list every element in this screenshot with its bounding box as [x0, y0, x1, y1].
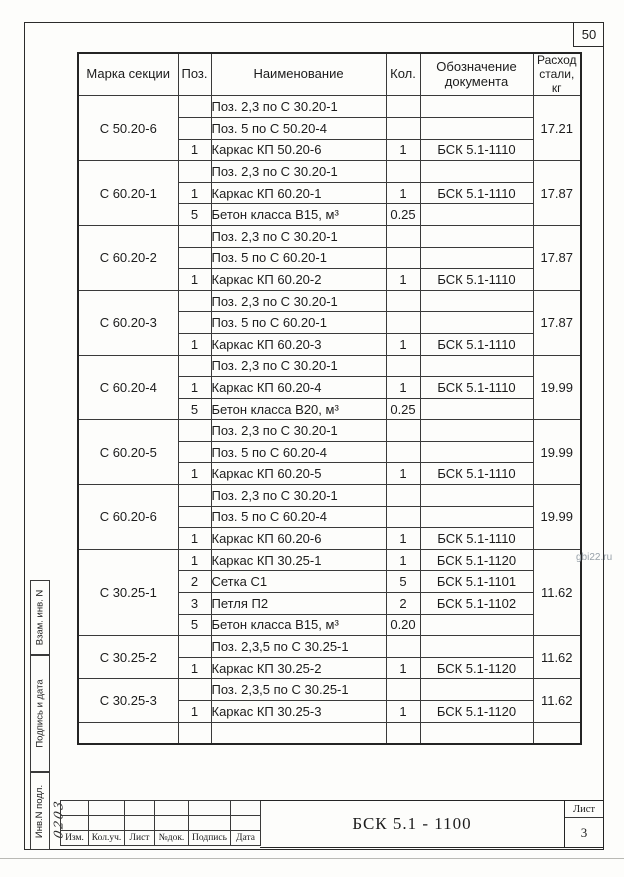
- cell-name: Каркас КП 60.20-3: [211, 333, 386, 355]
- revision-blank-cell: [61, 816, 89, 831]
- revision-blank-cell: [231, 816, 261, 831]
- cell-qty: 2: [386, 593, 420, 615]
- cell-pos: 2: [178, 571, 211, 593]
- cell-pos: [178, 355, 211, 377]
- title-block: [60, 800, 604, 848]
- cell-name: Петля П2: [211, 593, 386, 615]
- cell-qty: 1: [386, 528, 420, 550]
- cell-mark: С 60.20-2: [78, 225, 178, 290]
- cell-doc: [420, 117, 533, 139]
- cell-name: Поз. 5 по С 60.20-4: [211, 441, 386, 463]
- page-number: 50: [581, 26, 597, 42]
- cell-doc: БСК 5.1-1120: [420, 701, 533, 723]
- sidebar-cell-vzam-inv: [30, 580, 50, 655]
- cell-doc: БСК 5.1-1110: [420, 463, 533, 485]
- cell-pos: [178, 247, 211, 269]
- cell-qty: [386, 636, 420, 658]
- col-header-steel: Расход стали, кг: [533, 53, 581, 96]
- cell-doc: БСК 5.1-1110: [420, 182, 533, 204]
- cell-qty: [386, 420, 420, 442]
- cell-qty: 1: [386, 657, 420, 679]
- cell-mark: С 60.20-4: [78, 355, 178, 420]
- cell-mark: С 60.20-3: [78, 290, 178, 355]
- cell-pos: [178, 96, 211, 118]
- cell-pos: [178, 722, 211, 744]
- cell-pos: [178, 312, 211, 334]
- cell-pos: [178, 679, 211, 701]
- cell-pos: [178, 420, 211, 442]
- cell-qty: [386, 312, 420, 334]
- cell-doc: [420, 398, 533, 420]
- cell-qty: 1: [386, 377, 420, 399]
- cell-pos: 1: [178, 139, 211, 161]
- col-header-name: Наименование: [211, 53, 386, 96]
- cell-qty: 1: [386, 333, 420, 355]
- cell-doc: БСК 5.1-1110: [420, 528, 533, 550]
- col-header-qty: Кол.: [386, 53, 420, 96]
- table-row: [78, 549, 581, 571]
- cell-doc: [420, 290, 533, 312]
- sheet-label: Лист: [565, 801, 603, 818]
- cell-pos: 5: [178, 204, 211, 226]
- cell-steel: 19.99: [533, 355, 581, 420]
- col-header-doc: Обозначение документа: [420, 53, 533, 96]
- cell-doc: БСК 5.1-1101: [420, 571, 533, 593]
- sidebar-label-inv-podl: Инв.N подл.: [34, 784, 46, 838]
- cell-qty: 1: [386, 182, 420, 204]
- table-row: [78, 225, 581, 247]
- cell-mark: С 30.25-3: [78, 679, 178, 722]
- cell-qty: 0.25: [386, 204, 420, 226]
- revision-column-label: №док.: [155, 831, 189, 846]
- revision-column-label: Изм.: [61, 831, 89, 846]
- cell-qty: [386, 722, 420, 744]
- cell-doc: [420, 420, 533, 442]
- table-row: [78, 485, 581, 507]
- cell-pos: [178, 485, 211, 507]
- revision-column-label: Кол.уч.: [89, 831, 125, 846]
- cell-pos: 1: [178, 377, 211, 399]
- revision-column-label: Подпись: [189, 831, 231, 846]
- revision-blank-cell: [125, 801, 155, 816]
- cell-pos: [178, 636, 211, 658]
- revision-blank-cell: [189, 816, 231, 831]
- cell-pos: 1: [178, 701, 211, 723]
- cell-name: Каркас КП 30.25-2: [211, 657, 386, 679]
- cell-name: Поз. 2,3 по С 30.20-1: [211, 161, 386, 183]
- cell-doc: БСК 5.1-1120: [420, 657, 533, 679]
- cell-doc: [420, 441, 533, 463]
- cell-steel: 17.87: [533, 161, 581, 226]
- cell-doc: [420, 614, 533, 636]
- cell-doc: [420, 247, 533, 269]
- cell-doc: [420, 96, 533, 118]
- cell-doc: БСК 5.1-1102: [420, 593, 533, 615]
- cell-qty: 1: [386, 549, 420, 571]
- cell-name: Поз. 5 по С 60.20-1: [211, 312, 386, 334]
- cell-qty: [386, 161, 420, 183]
- cell-doc: БСК 5.1-1110: [420, 269, 533, 291]
- cell-name: Поз. 2,3 по С 30.20-1: [211, 420, 386, 442]
- cell-qty: 1: [386, 701, 420, 723]
- revision-blank-cell: [125, 816, 155, 831]
- spec-table: [77, 52, 582, 745]
- cell-pos: [178, 161, 211, 183]
- document-number-cell: [260, 800, 565, 848]
- cell-mark: С 60.20-6: [78, 485, 178, 550]
- cell-name: Поз. 5 по С 60.20-4: [211, 506, 386, 528]
- cell-steel: 19.99: [533, 485, 581, 550]
- cell-name: Каркас КП 30.25-3: [211, 701, 386, 723]
- revision-blank-cell: [61, 801, 89, 816]
- cell-pos: 1: [178, 657, 211, 679]
- col-header-pos: Поз.: [178, 53, 211, 96]
- cell-qty: 1: [386, 139, 420, 161]
- cell-pos: 1: [178, 182, 211, 204]
- cell-pos: [178, 290, 211, 312]
- cell-pos: 5: [178, 398, 211, 420]
- cell-steel: 11.62: [533, 549, 581, 635]
- cell-doc: БСК 5.1-1120: [420, 549, 533, 571]
- cell-qty: 0.20: [386, 614, 420, 636]
- cell-qty: [386, 225, 420, 247]
- revision-blank-cell: [155, 801, 189, 816]
- table-row: [78, 722, 581, 744]
- cell-name: Каркас КП 60.20-5: [211, 463, 386, 485]
- watermark: gbi22.ru: [576, 552, 613, 563]
- cell-qty: 1: [386, 463, 420, 485]
- revision-labels-row: [61, 831, 261, 846]
- cell-qty: [386, 117, 420, 139]
- cell-name: Сетка С1: [211, 571, 386, 593]
- table-row: [78, 161, 581, 183]
- cell-doc: [420, 679, 533, 701]
- cell-mark: С 60.20-1: [78, 161, 178, 226]
- cell-qty: [386, 247, 420, 269]
- sheet-box: [565, 800, 604, 848]
- cell-name: Каркас КП 60.20-4: [211, 377, 386, 399]
- cell-doc: БСК 5.1-1110: [420, 377, 533, 399]
- cell-doc: [420, 355, 533, 377]
- table-row: [78, 290, 581, 312]
- sheet-edge-line: [0, 858, 624, 859]
- page-number-box: [573, 22, 604, 47]
- cell-qty: [386, 679, 420, 701]
- cell-name: Бетон класса В15, м³: [211, 614, 386, 636]
- cell-name: Каркас КП 50.20-6: [211, 139, 386, 161]
- cell-qty: [386, 96, 420, 118]
- cell-mark: С 50.20-6: [78, 96, 178, 161]
- sidebar-label-vzam-inv: Взам. инв. N: [34, 589, 46, 646]
- revision-column-label: Лист: [125, 831, 155, 846]
- cell-steel: [533, 722, 581, 744]
- cell-mark: [78, 722, 178, 744]
- table-row: [78, 679, 581, 701]
- cell-pos: 1: [178, 549, 211, 571]
- cell-qty: 5: [386, 571, 420, 593]
- sidebar-cell-podpis-data: [30, 655, 50, 772]
- revision-blank-row: [61, 801, 261, 816]
- cell-qty: [386, 290, 420, 312]
- cell-steel: 11.62: [533, 636, 581, 679]
- table-header-row: [78, 53, 581, 96]
- cell-pos: 1: [178, 269, 211, 291]
- cell-mark: С 30.25-1: [78, 549, 178, 635]
- cell-name: Каркас КП 60.20-2: [211, 269, 386, 291]
- cell-name: Бетон класса В15, м³: [211, 204, 386, 226]
- cell-pos: [178, 441, 211, 463]
- revision-blank-cell: [189, 801, 231, 816]
- cell-name: Поз. 5 по С 50.20-4: [211, 117, 386, 139]
- cell-qty: [386, 485, 420, 507]
- cell-pos: [178, 506, 211, 528]
- cell-name: Поз. 2,3 по С 30.20-1: [211, 290, 386, 312]
- cell-pos: 1: [178, 333, 211, 355]
- cell-doc: [420, 312, 533, 334]
- cell-steel: 17.87: [533, 290, 581, 355]
- cell-steel: 19.99: [533, 420, 581, 485]
- cell-steel: 17.21: [533, 96, 581, 161]
- cell-doc: [420, 225, 533, 247]
- cell-name: Поз. 2,3 по С 30.20-1: [211, 96, 386, 118]
- cell-name: Бетон класса В20, м³: [211, 398, 386, 420]
- revision-blank-cell: [231, 801, 261, 816]
- cell-doc: [420, 722, 533, 744]
- handwritten-inventory-number: 0203: [51, 798, 66, 840]
- table-row: [78, 420, 581, 442]
- spec-table-body: [78, 96, 581, 744]
- col-header-mark: Марка секции: [78, 53, 178, 96]
- cell-pos: [178, 225, 211, 247]
- cell-name: Поз. 2,3,5 по С 30.25-1: [211, 679, 386, 701]
- revision-blank-cell: [89, 801, 125, 816]
- cell-name: Поз. 2,3 по С 30.20-1: [211, 225, 386, 247]
- cell-pos: [178, 117, 211, 139]
- cell-pos: 3: [178, 593, 211, 615]
- cell-name: Каркас КП 30.25-1: [211, 549, 386, 571]
- cell-qty: 1: [386, 269, 420, 291]
- cell-pos: 1: [178, 528, 211, 550]
- cell-doc: [420, 636, 533, 658]
- cell-name: Поз. 2,3 по С 30.20-1: [211, 355, 386, 377]
- cell-doc: [420, 161, 533, 183]
- cell-doc: [420, 485, 533, 507]
- cell-name: Поз. 2,3,5 по С 30.25-1: [211, 636, 386, 658]
- revision-column-label: Дата: [231, 831, 261, 846]
- revision-blank-cell: [89, 816, 125, 831]
- sheet-number: 3: [580, 824, 588, 840]
- revision-table: [60, 800, 261, 846]
- cell-doc: БСК 5.1-1110: [420, 333, 533, 355]
- cell-qty: [386, 441, 420, 463]
- cell-mark: С 60.20-5: [78, 420, 178, 485]
- cell-mark: С 30.25-2: [78, 636, 178, 679]
- cell-doc: БСК 5.1-1110: [420, 139, 533, 161]
- cell-name: Поз. 5 по С 60.20-1: [211, 247, 386, 269]
- cell-name: Поз. 2,3 по С 30.20-1: [211, 485, 386, 507]
- revision-blank-row: [61, 816, 261, 831]
- cell-steel: 11.62: [533, 679, 581, 722]
- table-row: [78, 355, 581, 377]
- revision-blank-cell: [155, 816, 189, 831]
- table-row: [78, 96, 581, 118]
- cell-steel: 17.87: [533, 225, 581, 290]
- cell-qty: 0.25: [386, 398, 420, 420]
- cell-qty: [386, 355, 420, 377]
- cell-pos: 1: [178, 463, 211, 485]
- cell-doc: [420, 506, 533, 528]
- revision-table-body: [61, 801, 261, 846]
- cell-name: Каркас КП 60.20-6: [211, 528, 386, 550]
- sidebar-label-podpis-data: Подпись и дата: [34, 679, 46, 748]
- cell-doc: [420, 204, 533, 226]
- table-row: [78, 636, 581, 658]
- cell-pos: 5: [178, 614, 211, 636]
- cell-name: Каркас КП 60.20-1: [211, 182, 386, 204]
- cell-qty: [386, 506, 420, 528]
- document-number: БСК 5.1 - 1100: [352, 814, 472, 833]
- cell-name: [211, 722, 386, 744]
